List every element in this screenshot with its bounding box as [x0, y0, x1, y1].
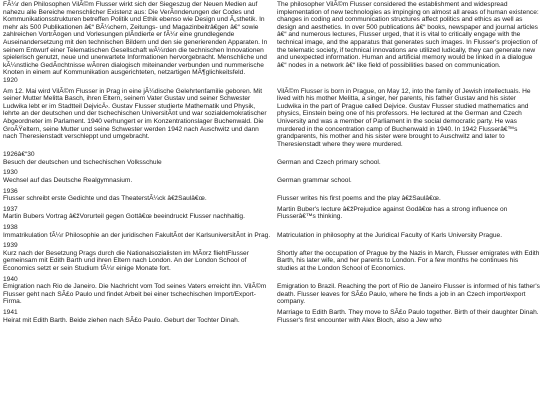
timeline-row: [3, 188, 540, 203]
english-cell: [275, 169, 540, 184]
english-cell: [275, 88, 540, 149]
biography-table: [3, 1, 540, 324]
intro-row: [3, 1, 540, 85]
german-cell: [3, 169, 275, 184]
english-cell: [275, 151, 540, 166]
bilingual-biography-page: [3, 1, 538, 324]
german-cell: [3, 188, 275, 203]
english-entry-text: Flusser writes his first poems and the play â€žSaulâ€œ.: [277, 195, 441, 203]
timeline-row: [3, 151, 540, 166]
english-entry-text: Martin Buber's lecture â€žPrejudice against Godâ€œ has a strong influence on Flusserâ€™s thinking.: [277, 205, 508, 221]
intro-german-text: FÃ¼r den Philosophen VilÃ©m Flusser wirkt sich der Siegeszug der Neuen Medien auf nahezu alle Bereiche menschlicher Existenz aus: Die VerÃ¤nderungen der Codes und Kommunikationsstrukturen betreffen Politik und Ethik ebenso wie Design und Ã„sthetik. In mehr als 500 Publikationen â€“ BÃ¼chern, Zeitungs- und Magazinbeitrâ€gen â€“ sowie zahlreichen VortrÃ¤gen und Vorlesungen plÃ¤dierte er fÃ¼r eine grundlegende Auseinandersetzung mit den technischen Bildern und den sie generierenden Apparaten. In seinem Entwurf einer Telematischen Gesellschaft wÃ¼rden die technischen Innovationen spielerisch genutzt, neue und unerwartete Informationen hervorgebracht. Menschliche und kÃ¼nstliche GedÃ¤chtnisse wÃ¤ren dialogisch miteinander verbunden und nummerische Knoten in einem auf Kommunikation ausgerichteten, netzartigen MÃ¶glichkeitsfeld.: [3, 1, 268, 77]
year-label: 1930: [3, 169, 18, 177]
english-entry-text: German and Czech primary school.: [277, 158, 381, 166]
german-cell: [3, 206, 275, 221]
timeline-row: [3, 224, 540, 239]
year-label: 1920: [3, 76, 18, 84]
timeline-row: [3, 206, 540, 221]
timeline-row: [3, 169, 540, 184]
german-entry-text: Emigration nach Rio de Janeiro. Die Nachricht vom Tod seines Vaters erreicht ihn. VilÃ©m Flusser geht nach SÃ£o Paulo und findet Arbeit bei einer tschechischen Import/Export-Firma.: [3, 283, 267, 306]
german-entry-text: Flusser schreibt erste Gedichte und das TheaterstÃ¼ck â€žSaulâ€œ.: [3, 195, 207, 203]
year-label: 1936: [3, 187, 18, 195]
year-label: 1926â€“30: [3, 151, 35, 159]
intro-english-cell: [275, 1, 540, 85]
year-label: 1938: [3, 224, 18, 232]
english-cell: [275, 206, 540, 221]
english-entry-text: Shortly after the occupation of Prague by the Nazis in March, Flusser emigrates with Edith Barth, his later wife, and her parents to London. For a few months he continues his studies at the London School of Economics.: [277, 249, 540, 272]
german-entry-text: Immatrikulation fÃ¼r Philosophie an der juridischen FakultÃ¤t der KarlsuniversitÃ¤t in Prag.: [3, 231, 271, 239]
english-cell: [275, 276, 540, 306]
german-cell: [3, 151, 275, 166]
year-label: 1941: [3, 308, 18, 316]
german-entry-text: Wechsel auf das Deutsche Realgymnasium.: [3, 177, 133, 185]
timeline-row: [3, 309, 540, 324]
year-label: 1937: [3, 205, 18, 213]
german-cell: [3, 224, 275, 239]
german-entry-text: Kurz nach der Besetzung Prags durch die Nationalsozialisten im MÃ¤rz fliehtFlusser gemeinsam mit Edith Barth und ihren Eltern nach London. An der London School of Economics setzt er sein Studium fÃ¼r einige Monate fort.: [3, 249, 249, 272]
english-entry-text: Emigration to Brazil. Reaching the port of Rio de Janeiro Flusser is informed of his father's death. Flusser leaves for SÃ£o Paulo, where he finds a job in an Czech import/export company.: [277, 283, 540, 306]
english-entry-text: Matriculation in philosophy at the Juridical Faculty of Karls University Prague.: [277, 231, 503, 239]
german-entry-text: Martin Bubers Vortrag â€žVorurteil gegen Gottâ€œ beeindruckt Flusser nachhaltig.: [3, 213, 245, 221]
german-entry-text: Besuch der deutschen und tschechischen Volksschule: [3, 158, 162, 166]
english-entry-text: VilÃ©m Flusser is born in Prague, on May 12, into the family of Jewish intellectuals. He lived with his mother Melitta, a singer, her parents, his father Gustav and his sister Ludwika in the part of Prague called Dejvice. Gustav Flusser studied mathematics and physics, Einstein being one of his professors. He lectured at the German and Czech University and was a member of Parliament in the social democratic party. He was murdered in the concentration camp of Buchenwald in 1940. In 1942 Flusserâ€™s grandparents, his mother and his sister were brought to Auschwitz and later to Theresienstadt where they were murdered.: [277, 87, 531, 148]
english-cell: [275, 242, 540, 272]
english-entry-text: German grammar school.: [277, 177, 352, 185]
year-label: 1940: [3, 275, 18, 283]
english-entry-text: Marriage to Edith Barth. They move to SÃ£o Paulo together. Birth of their daughter Dinah. Flusser's first encounter with Alex Bloch, also a Jew who: [277, 308, 539, 324]
intro-german-cell: [3, 1, 275, 85]
timeline-row: [3, 242, 540, 272]
timeline-row: [3, 276, 540, 306]
german-cell: [3, 309, 275, 324]
english-cell: [275, 188, 540, 203]
german-cell: [3, 88, 275, 149]
german-cell: [3, 242, 275, 272]
german-entry-text: Am 12. Mai wird VilÃ©m Flusser in Prag in eine jÃ¼dische Gelehrtenfamilie geboren. Mit seiner Mutter Melitta Basch, ihren Eltern, seinem Vater Gustav und seiner Schwester Ludwika lebt er im Stadtteil DejvicÄ›. Gustav Flusser studierte Mathematik und Physik, lehrte an der deutschen und der tschechischen UniversitÃ¤t und war sozialdemokratischer Abgeordneter im Parlament. 1940 verhungert er im Konzentrationslager Buchenwald. Die GroÃŸeltern, seine Mutter und seine Schwester werden 1942 nach Auschwitz und dann nach Theresienstadt verschleppt und umgebracht.: [3, 87, 267, 141]
english-cell: [275, 224, 540, 239]
year-label: 1939: [3, 242, 18, 250]
intro-english-text: The philosopher VilÃ©m Flusser considered the establishment and widespread implementation of new technologies as impinging on almost all areas of human existence: changes in coding and communication structures affect politics and ethics as well as design and aesthetics. In over 500 publications â€“ books, newspaper and journal articles â€“ and numerous lectures, Flusser urged, that it is vital to critically engage with the technical image, and the apparatus that generates such images. In Flusser's projection of the telematic society, if technical innovations are utilized ludically, they can generate new and unexpected information. Human and artificial memory would be linked in a dialogue â€“ nodes in a network â€“ like field of possibilities based on communication.: [277, 1, 539, 69]
german-cell: [3, 276, 275, 306]
german-entry-text: Heirat mit Edith Barth. Beide ziehen nach SÃ£o Paulo. Geburt der Tochter Dinah.: [3, 316, 240, 324]
english-cell: [275, 309, 540, 324]
timeline-row: [3, 88, 540, 149]
